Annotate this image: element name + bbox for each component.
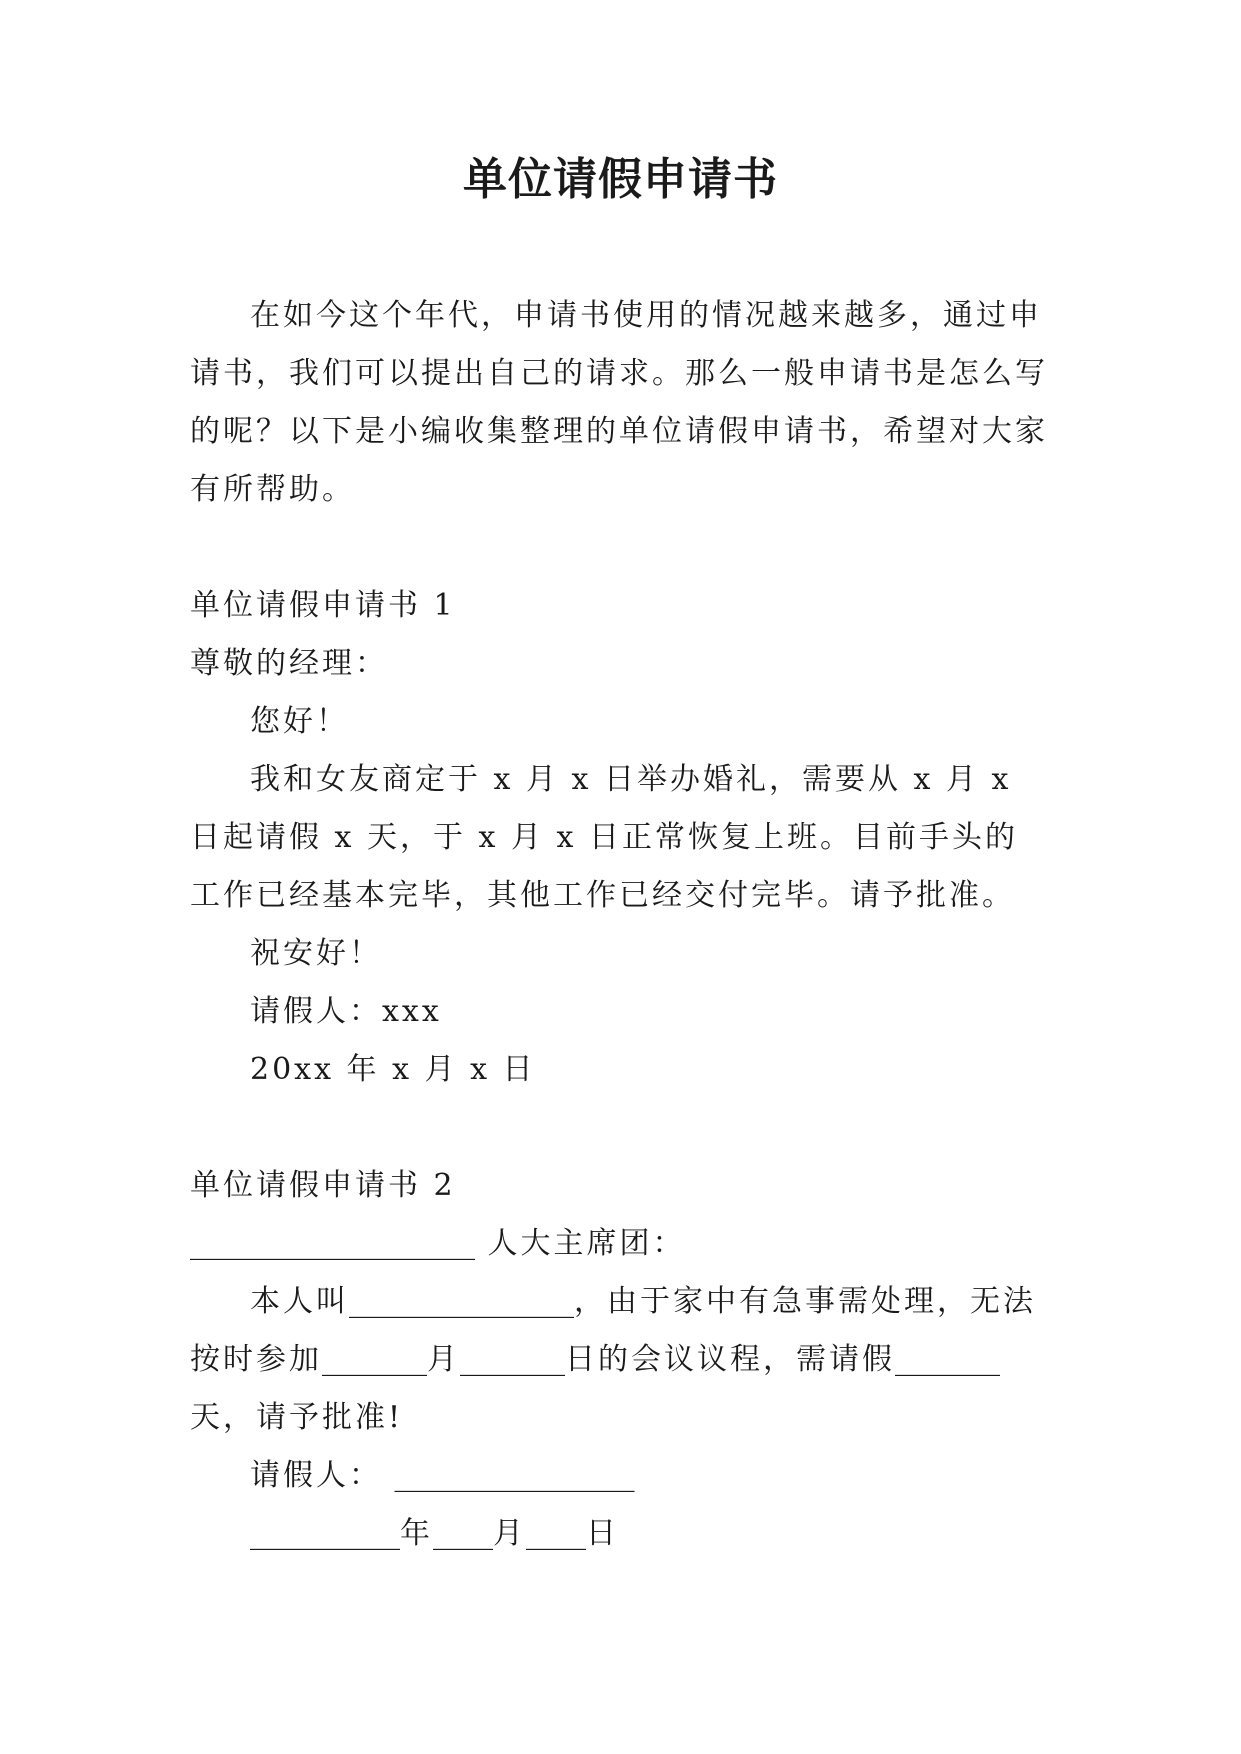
day-blank: _______ xyxy=(460,1342,565,1377)
section-2-body xyxy=(190,1273,1050,1447)
date-month-blank: ____ xyxy=(433,1516,493,1551)
day-label: 日 xyxy=(586,1516,619,1551)
document-content xyxy=(190,287,1050,1563)
body-text: ，由于家中有急事需处理，无法按时参加 xyxy=(190,1284,1036,1377)
salutation-blank: ___________________ xyxy=(190,1226,475,1261)
year-blank: __________ xyxy=(250,1516,400,1551)
section-1-body: 我和女友商定于 x 月 x 日举办婚礼，需要从 x 月 x 日起请假 x 天，于 x 月 x 日正常恢复上班。目前手头的工作已经基本完毕，其他工作已经交付完毕。请予批准。 xyxy=(190,762,1018,913)
month-blank: _______ xyxy=(322,1342,427,1377)
section-1-signature: 请假人：xxx xyxy=(250,994,442,1029)
section-1-salutation: 尊敬的经理： xyxy=(190,646,388,681)
section-2-signature xyxy=(190,1447,1050,1505)
days-blank: _______ xyxy=(895,1342,1000,1377)
section-1-heading: 单位请假申请书 1 xyxy=(190,588,456,623)
month-label: 月 xyxy=(427,1342,460,1377)
signature-blank: ________________ xyxy=(394,1458,635,1493)
section-1-date: 20xx 年 x 月 x 日 xyxy=(250,1052,536,1087)
section-1-closing: 祝安好！ xyxy=(250,936,382,971)
section-2-heading: 单位请假申请书 2 xyxy=(190,1168,456,1203)
signature-label: 请假人： xyxy=(250,1458,382,1493)
name-blank: _______________ xyxy=(349,1284,574,1319)
body-text: 日的会议议程，需请假 xyxy=(565,1342,895,1377)
body-text: 本人叫 xyxy=(250,1284,349,1319)
body-text: 天，请予批准! xyxy=(190,1400,404,1435)
section-1-greeting: 您好！ xyxy=(250,704,349,739)
year-label: 年 xyxy=(400,1516,433,1551)
date-day-blank: ____ xyxy=(526,1516,586,1551)
salutation-text: 人大主席团： xyxy=(487,1226,686,1261)
section-2-salutation xyxy=(190,1215,1050,1273)
section-2-date xyxy=(190,1505,1050,1563)
intro-paragraph: 在如今这个年代，申请书使用的情况越来越多，通过申请书，我们可以提出自己的请求。那么一般申请书是怎么写的呢？以下是小编收集整理的单位请假申请书，希望对大家有所帮助。 xyxy=(190,298,1048,507)
date-month-label: 月 xyxy=(493,1516,526,1551)
document-title: 单位请假申请书 xyxy=(463,154,778,205)
